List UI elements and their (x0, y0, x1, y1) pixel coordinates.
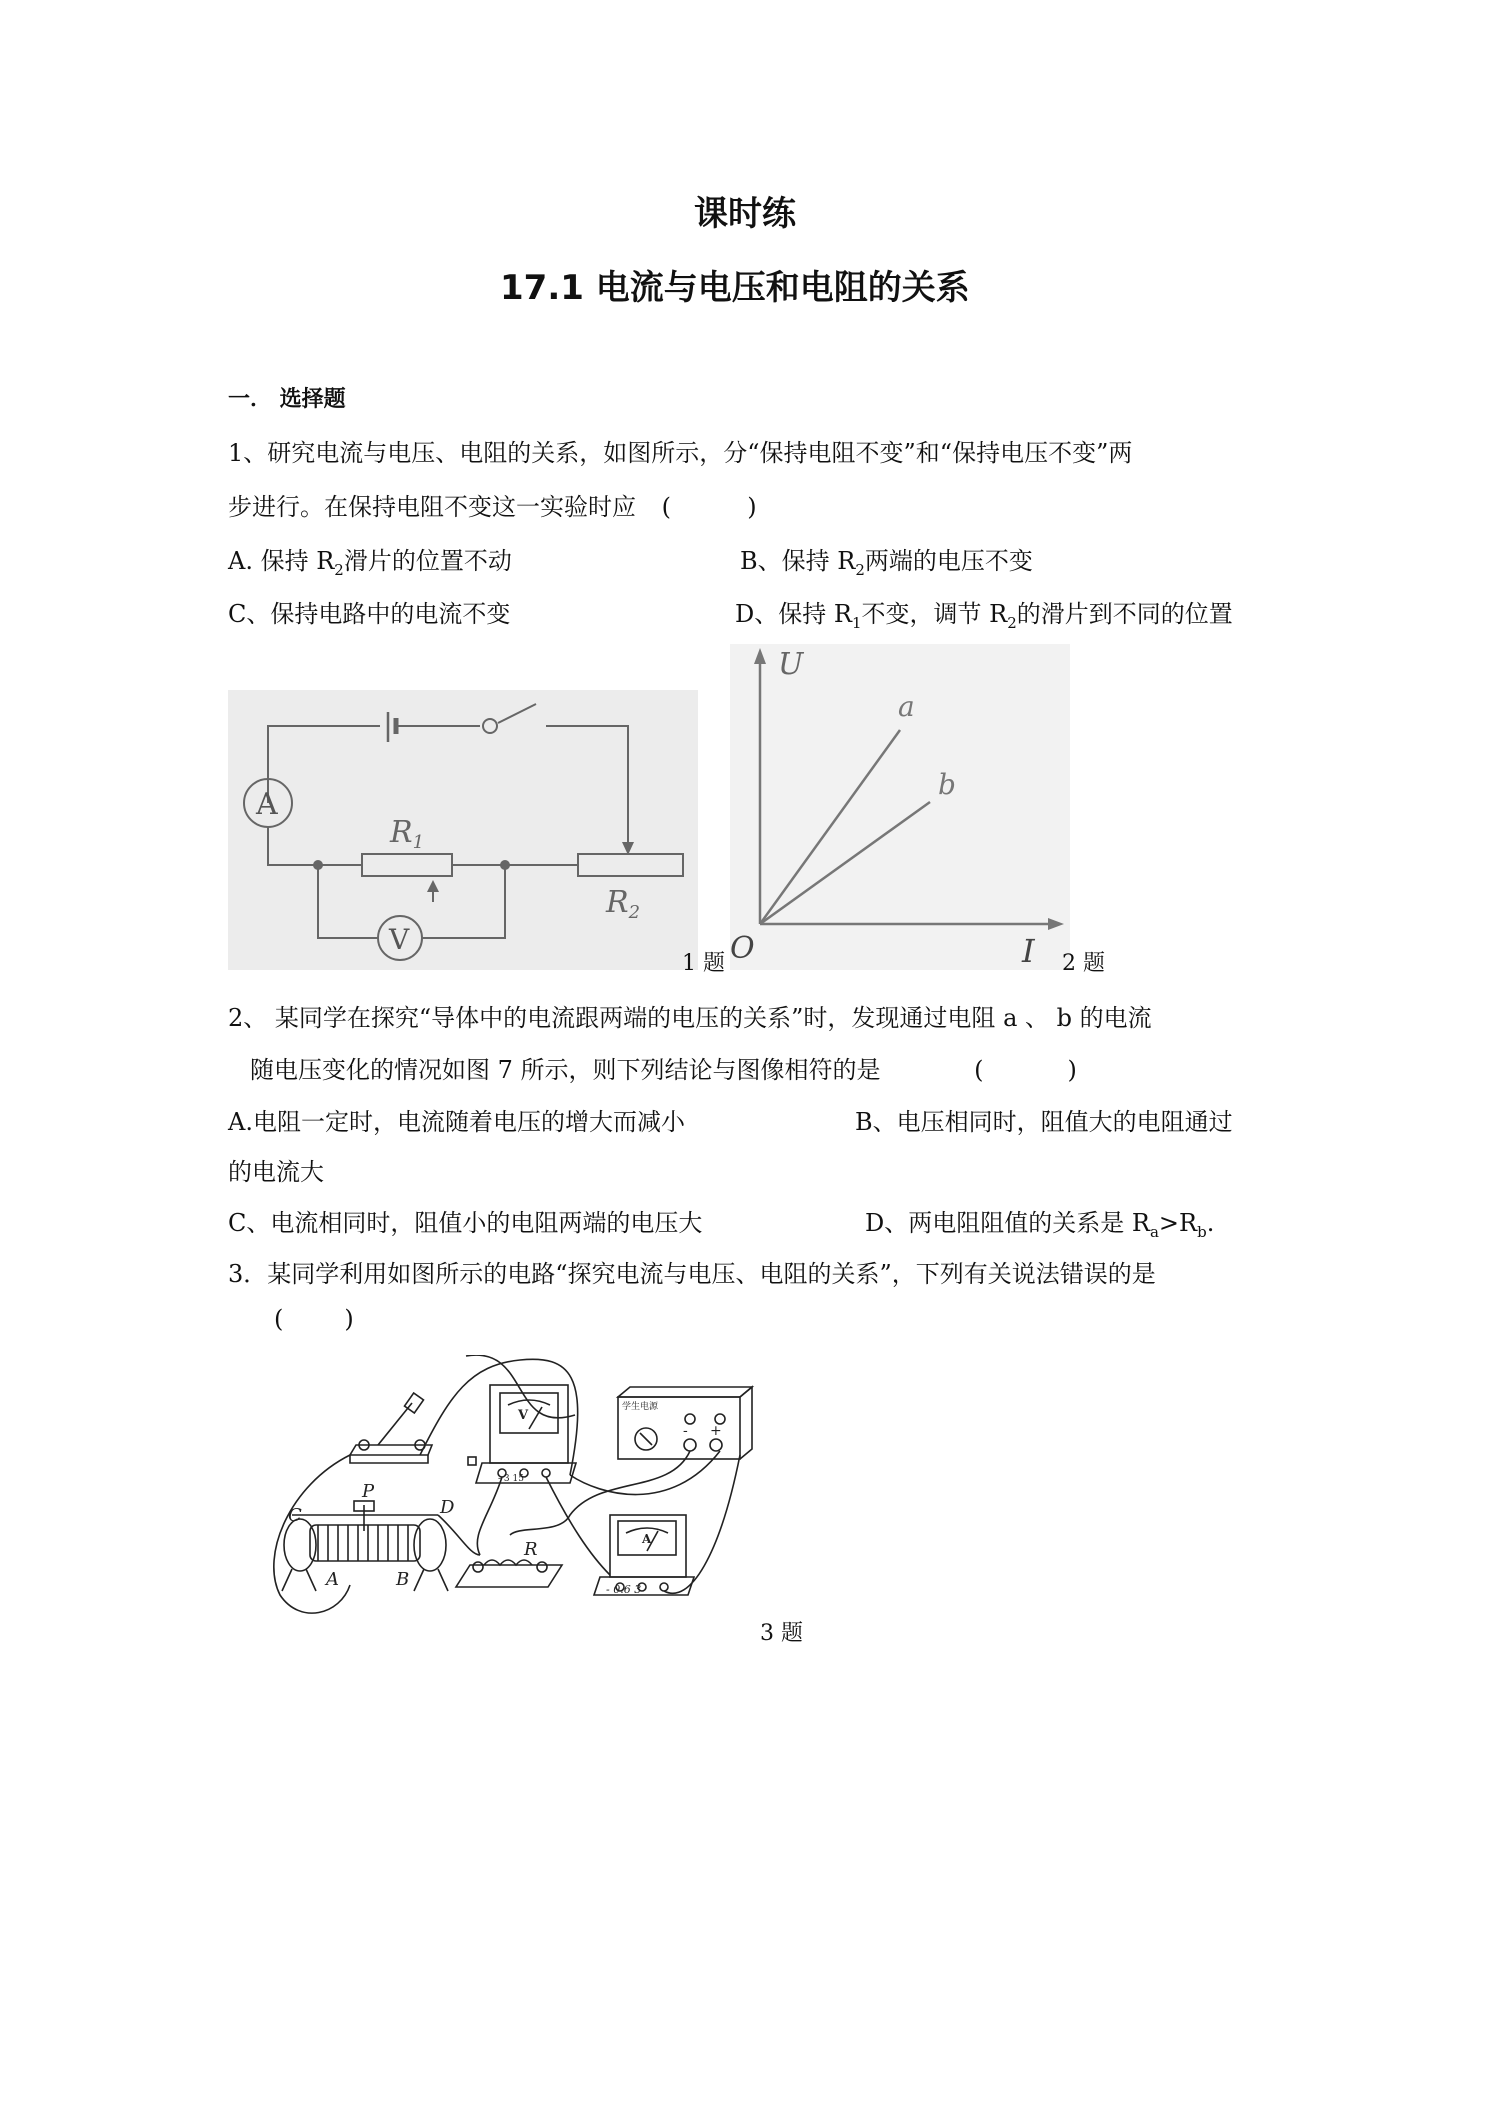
label-c: C (288, 1505, 302, 1526)
q2-stem-line1: 2、 某同学在探究“导体中的电流跟两端的电压的关系”时，发现通过电阻 a 、 b 的电流 (228, 1004, 1152, 1032)
section-heading: 一． 选择题 (228, 387, 346, 412)
ammeter-symbol: A (642, 1532, 652, 1546)
q1-option-b: B、保持 $R_2$两端的电压不变 (740, 547, 1033, 579)
figure-2-caption: 2 题 (1062, 951, 1105, 976)
voltmeter-scale: - 3 15 (498, 1474, 524, 1484)
origin-label: O (730, 931, 755, 966)
q3-answer-bracket: ( ) (274, 1305, 354, 1333)
r2-label: $R_2$ (606, 885, 641, 923)
q2-option-c: C、电流相同时，阻值小的电阻两端的电压大 (228, 1209, 703, 1237)
u-i-graph (730, 644, 1070, 970)
figure-1-caption: 1 题 (682, 951, 725, 976)
line-a-label: a (898, 690, 915, 723)
y-axis-label: U (778, 647, 804, 682)
q1-answer-bracket: ( ) (661, 493, 757, 521)
q1-stem-text: 步进行。在保持电阻不变这一实验时应 (228, 493, 636, 521)
q2-stem-line2: 随电压变化的情况如图 7 所示，则下列结论与图像相符的是 ( ) (250, 1056, 1077, 1084)
figure-3-caption: 3 题 (760, 1621, 803, 1646)
voltmeter-label: V (389, 923, 410, 956)
figure-1-circuit (228, 690, 698, 970)
figure-3-apparatus (270, 1355, 760, 1635)
q1-stem-line2 (228, 487, 757, 522)
label-a: A (326, 1569, 339, 1590)
ammeter-scale: - 0.6 3 (606, 1583, 642, 1596)
q1-option-d: D、保持 $R_1$不变，调节 $R_2$的滑片到不同的位置 (735, 600, 1233, 632)
power-minus: - (683, 1423, 688, 1439)
q2-answer-bracket: ( ) (974, 1056, 1077, 1084)
q2-option-d: D、两电阻阻值的关系是 $R_a>R_b$. (865, 1209, 1215, 1241)
power-plus: + (710, 1423, 722, 1439)
power-supply-label: 学生电源 (622, 1402, 659, 1412)
x-axis-label: I (1022, 932, 1035, 970)
q3-stem-line1: 3．某同学利用如图所示的电路“探究电流与电压、电阻的关系”，下列有关说法错误的是 (228, 1260, 1156, 1288)
label-b: B (396, 1569, 410, 1590)
q2-option-b: B、电压相同时，阻值大的电阻通过 (855, 1108, 1233, 1136)
q1-stem-line1: 1、研究电流与电压、电阻的关系，如图所示，分“保持电阻不变”和“保持电压不变”两 (228, 439, 1133, 467)
label-d: D (440, 1497, 455, 1518)
voltmeter-symbol: V (518, 1408, 529, 1423)
q1-option-c: C、保持电路中的电流不变 (228, 600, 511, 628)
ammeter-label: A (256, 787, 278, 822)
figure-2-graph (730, 644, 1070, 970)
r1-label: $R_1$ (390, 815, 425, 853)
label-r: R (524, 1539, 538, 1560)
q1-option-a: A. 保持 $R_2$滑片的位置不动 (228, 547, 512, 579)
page-title: 课时练 (694, 194, 796, 234)
page-subtitle: 17.1 电流与电压和电阻的关系 (500, 268, 970, 308)
label-p: P (362, 1481, 375, 1502)
q2-option-b-cont: 的电流大 (228, 1158, 324, 1186)
line-b-label: b (938, 768, 956, 801)
q2-option-a: A.电阻一定时，电流随着电压的增大而减小 (228, 1108, 685, 1136)
circuit-diagram (228, 690, 698, 970)
apparatus-drawing (270, 1355, 760, 1635)
